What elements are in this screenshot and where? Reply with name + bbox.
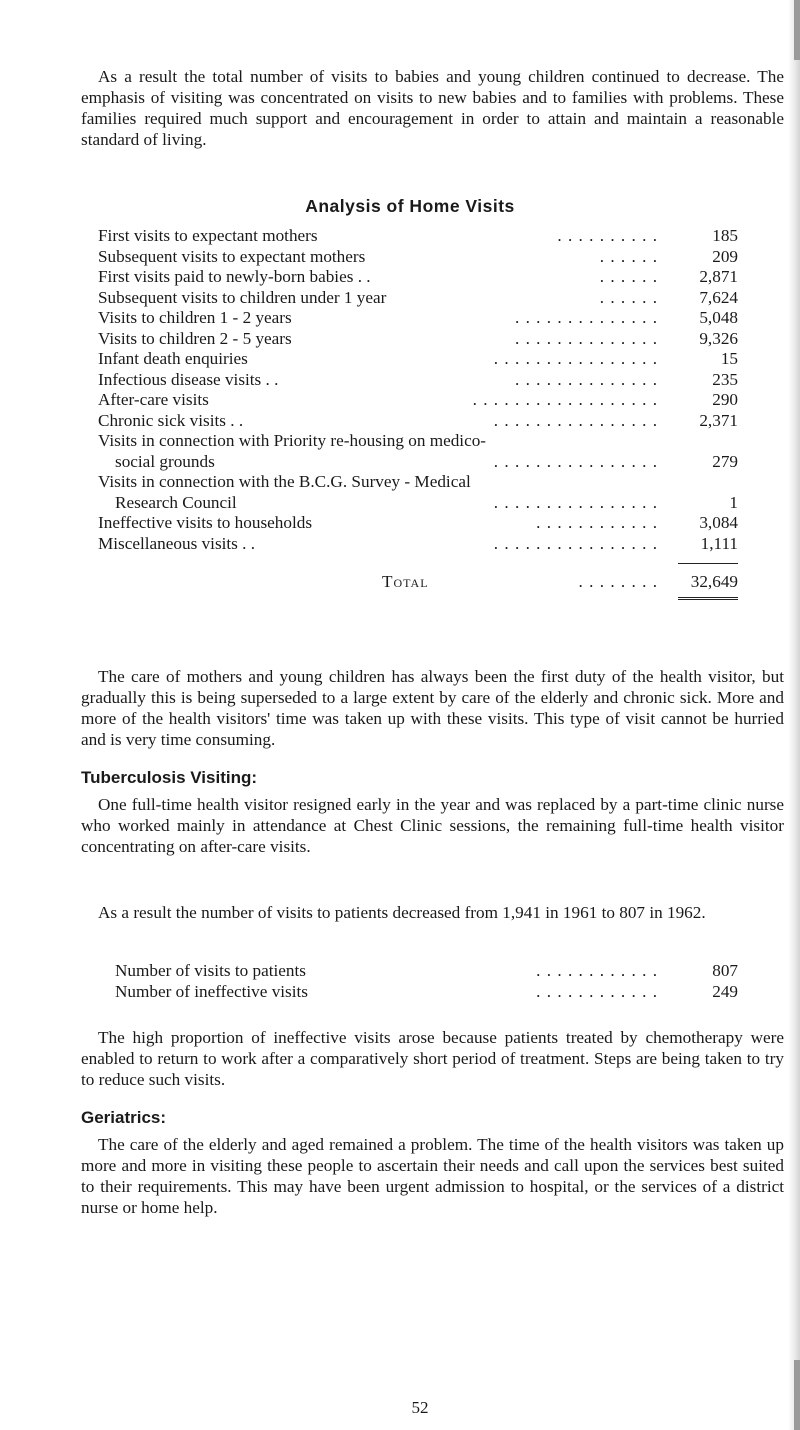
table-row [115,982,738,1003]
table-row [98,534,738,555]
leader-dots: . . . . . . . . . . . . [536,981,658,1001]
row-value: 235 [712,369,738,389]
row-value: 807 [712,961,738,980]
tb-paragraph-1: One full-time health visitor resigned early in the year and was replaced by a part-time clinic nurse who worked mainly in attendance at Chest Clinic sessions, the remaining full-time health visitor concentrating on after-care visits. [81,795,784,856]
row-label: First visits paid to newly-born babies . . [98,267,371,286]
table-row [98,329,738,350]
analysis-heading: Analysis of Home Visits [305,196,515,216]
table-row [98,431,738,452]
leader-dots: . . . . . . . . . . . . . . . . . . [472,390,658,409]
row-label: Number of ineffective visits [115,981,308,1001]
table-row [98,472,738,493]
row-value: 1,111 [700,533,738,553]
leader-dots: . . . . . . . . . . . . . . [514,328,658,348]
row-label: social grounds [115,451,215,471]
row-value: 290 [712,390,738,409]
row-label: Miscellaneous visits . . [98,533,256,553]
total-label: Total [382,572,429,591]
table-row [98,493,738,514]
total-rule-wrap [98,554,738,570]
tb-paragraph-3: The high proportion of ineffective visits arose because patients treated by chemotherapy were enabled to return to work after a comparatively short period of treatment. Steps are being taken to try to reduce such visits. [81,1028,784,1089]
table-row [98,349,738,370]
intro-paragraph: As a result the total number of visits to babies and young children continued to decrease. The emphasis of visiting was concentrated on visits to new babies and to families with problems. These families required much support and encouragement in order to attain and maintain a reasonable standard of living. [81,67,784,149]
row-value: 15 [720,349,738,368]
row-value: 209 [712,246,738,266]
total-rule-wrap [98,594,738,604]
table-row [98,247,738,268]
row-label: Ineffective visits to households [98,513,313,532]
row-value: 2,871 [699,267,738,286]
tb-paragraph-2: As a result the number of visits to patients decreased from 1,941 in 1961 to 807 in 1962. [98,903,706,922]
table-row [115,961,738,982]
row-value: 2,371 [699,410,738,430]
row-value: 5,048 [699,308,738,327]
geriatrics-heading: Geriatrics: [81,1108,167,1127]
table-row [98,390,738,411]
leader-dots: . . . . . . . . . . . . . . . . [493,451,658,471]
total-row [98,570,738,594]
row-label: Visits to children 2 - 5 years [98,328,292,348]
row-label: Visits to children 1 - 2 years [98,308,292,327]
row-label: Research Council [115,492,237,512]
row-label: First visits to expectant mothers [98,226,318,245]
table-row [98,288,738,309]
leader-dots: . . . . . . . . . . . . . . . . [493,410,658,430]
row-label: Chronic sick visits . . [98,410,244,430]
leader-dots: . . . . . . [599,287,658,307]
row-label: Number of visits to patients [115,961,306,980]
tb-heading: Tuberculosis Visiting: [81,768,258,787]
row-value: 7,624 [699,287,738,307]
table-row [98,267,738,288]
row-label: After-care visits [98,390,209,409]
total-double-rule [678,597,738,600]
row-label: Infant death enquiries [98,349,248,368]
leader-dots: . . . . . . [599,246,658,266]
leader-dots: . . . . . . . . . . . . . . . . [493,492,658,512]
leader-dots: . . . . . . . . . . [557,226,658,245]
row-value: 3,084 [699,513,738,532]
leader-dots: . . . . . . . . . . . . . . . . [493,533,658,553]
leader-dots: . . . . . . . . [578,572,658,591]
leader-dots: . . . . . . . . . . . . . . [514,308,658,327]
row-label: Visits in connection with Priority re-housing on medico- [98,431,487,450]
leader-dots: . . . . . . [599,267,658,286]
scan-edge-mark [794,1360,800,1430]
total-top-rule [678,563,738,564]
home-visits-table [98,226,738,604]
care-paragraph: The care of mothers and young children has always been the first duty of the health visitor, but gradually this is being superseded to a large extent by care of the elderly and chronic sick. More and more of the health visitors' time was taken up with these visits. This type of visit cannot be hurried and is very time consuming. [81,667,784,749]
table-row [98,226,738,247]
table-row [98,370,738,391]
table-row [98,513,738,534]
table-row [98,411,738,432]
row-label: Visits in connection with the B.C.G. Survey - Medical [98,472,471,491]
geriatrics-paragraph: The care of the elderly and aged remained a problem. The time of the health visitors was taken up more and more in visiting these people to ascertain their needs and call upon the services best suited to their requirements. This may have been urgent admission to hospital, or the services of a district nurse or home help. [81,1135,784,1217]
table-row [98,308,738,329]
leader-dots: . . . . . . . . . . . . [536,513,658,532]
page-number: 52 [411,1398,429,1417]
scan-edge-mark [794,0,800,60]
table-row [98,452,738,473]
leader-dots: . . . . . . . . . . . . . . . . [493,349,658,368]
leader-dots: . . . . . . . . . . . . . . [514,369,658,389]
row-label: Subsequent visits to children under 1 year [98,287,387,307]
tb-visits-table [115,961,738,1002]
row-value: 185 [712,226,738,245]
leader-dots: . . . . . . . . . . . . [536,961,658,980]
row-label: Subsequent visits to expectant mothers [98,246,366,266]
page-edge-shadow [788,0,800,1430]
row-value: 249 [712,981,738,1001]
row-label: Infectious disease visits . . [98,369,279,389]
row-value: 9,326 [699,328,738,348]
total-value: 32,649 [690,572,738,591]
row-value: 279 [712,451,738,471]
row-value: 1 [729,492,738,512]
